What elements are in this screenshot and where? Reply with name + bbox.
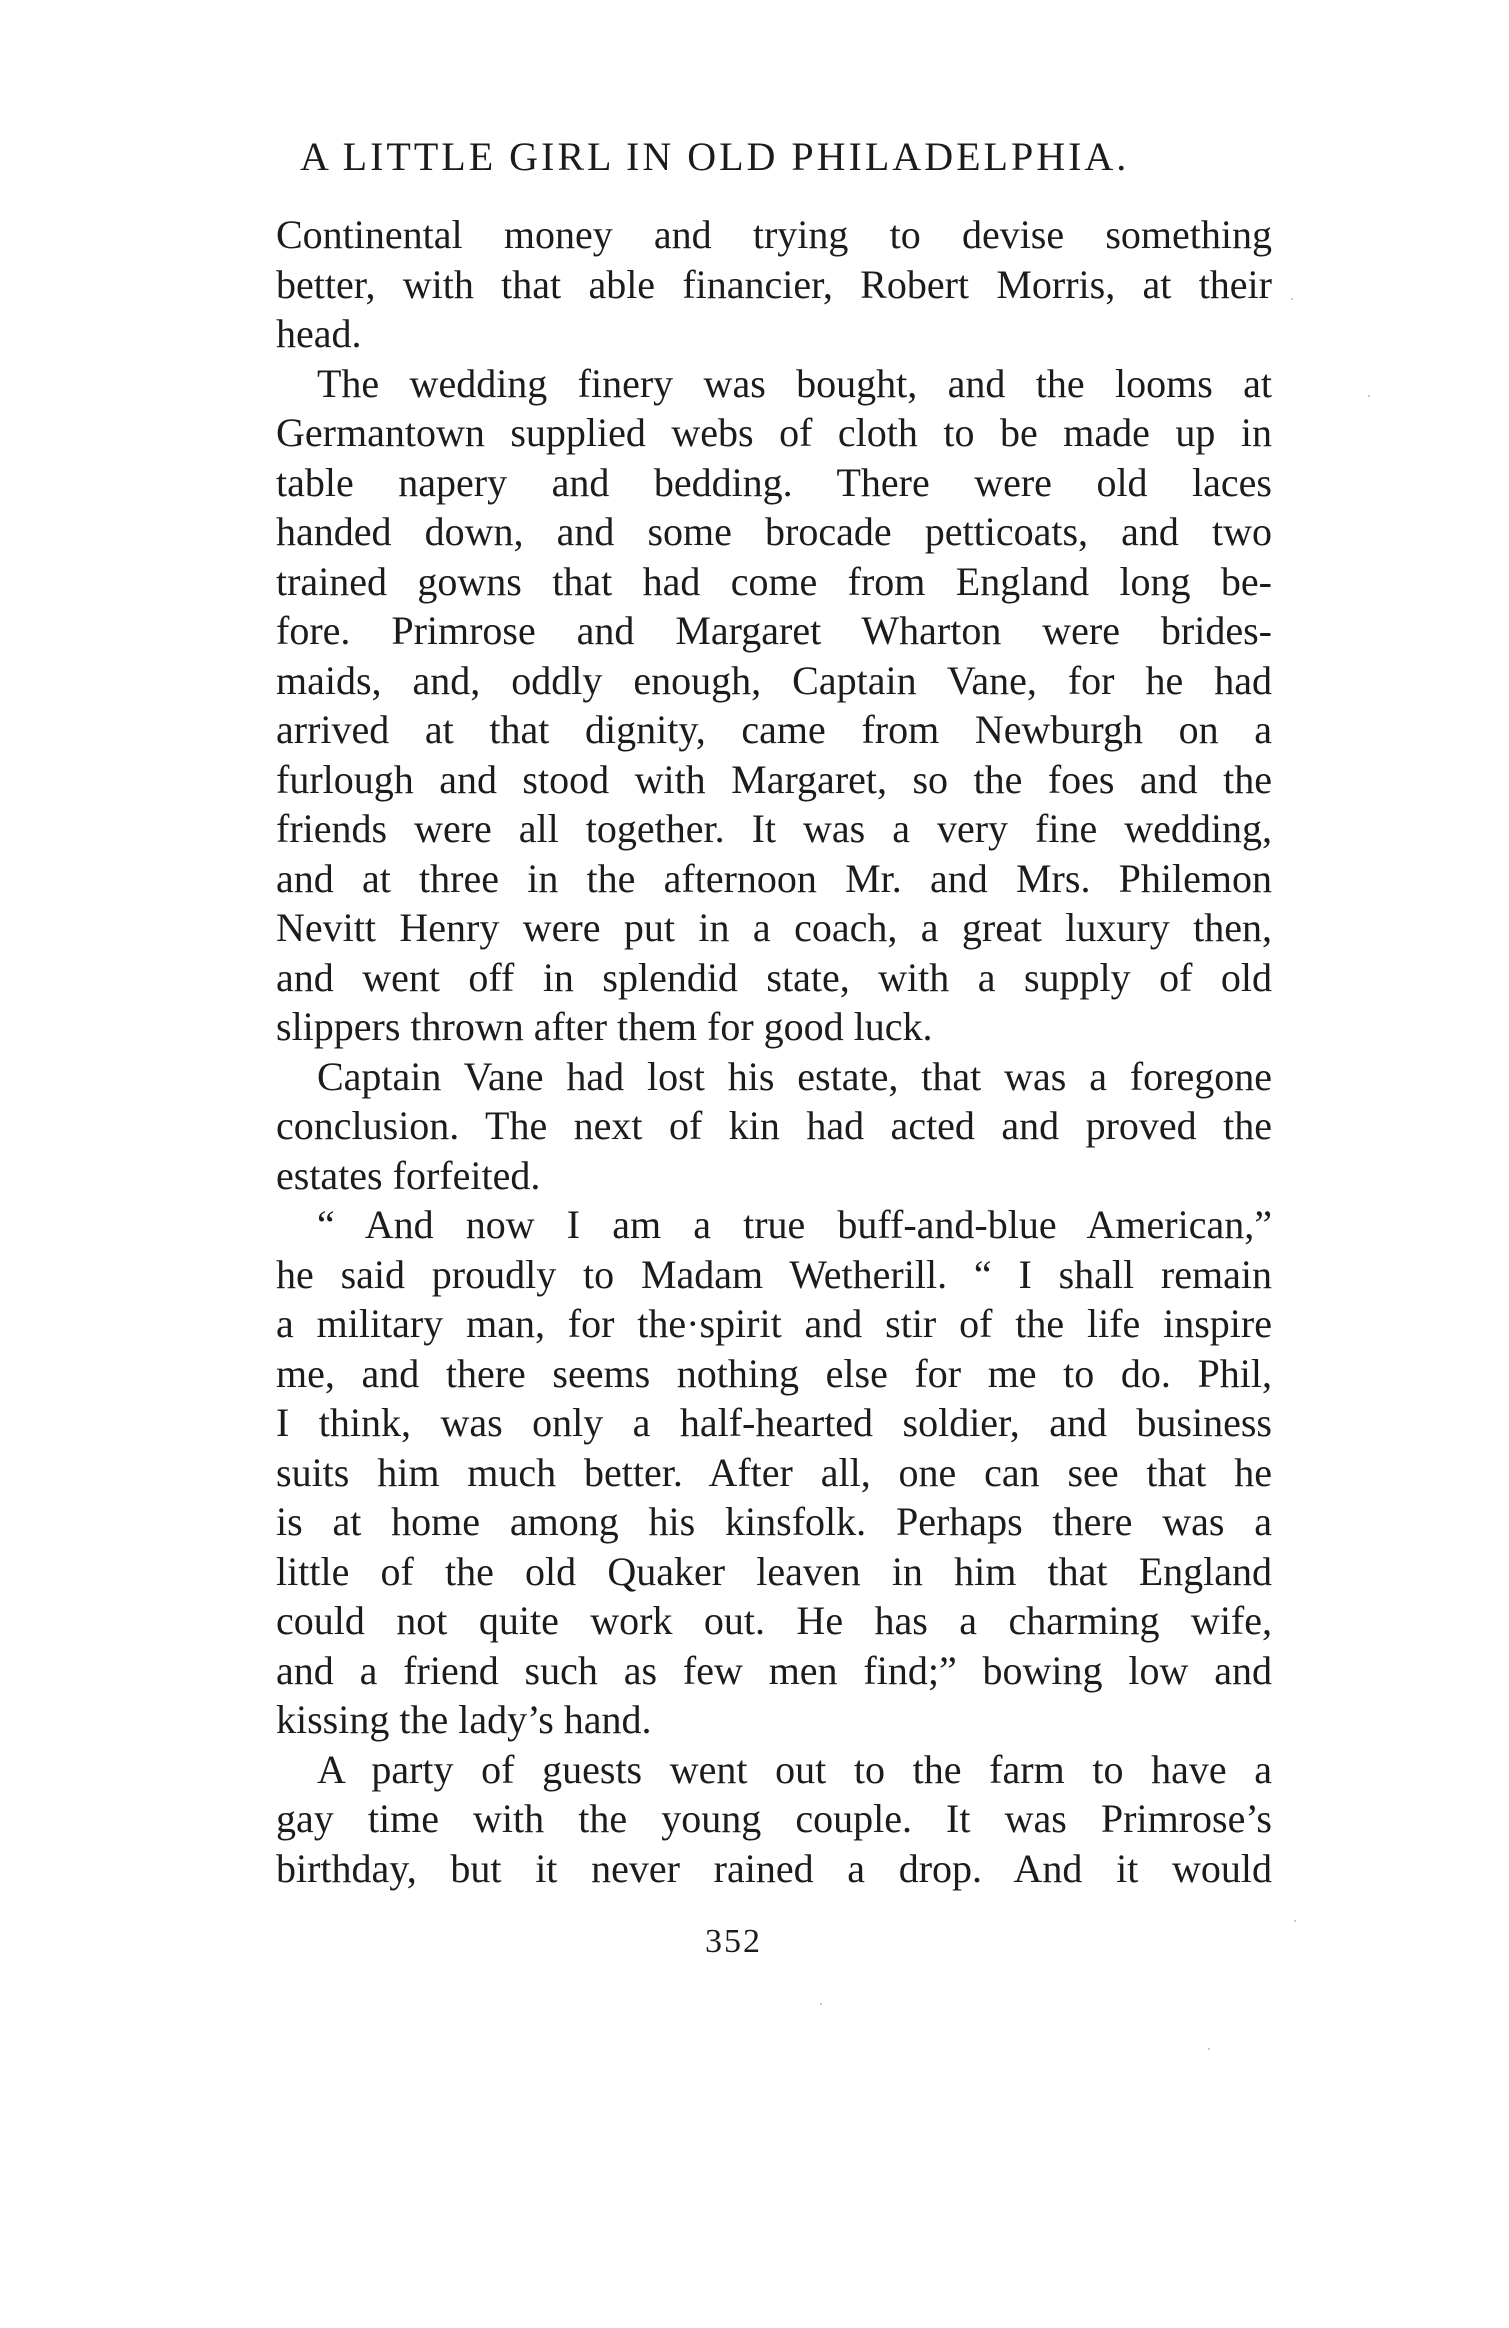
- paper-speck: [1294, 1920, 1296, 1922]
- text-line: and went off in splendid state, with a supply of old: [276, 954, 1272, 1000]
- text-line: he said proudly to Madam Wetherill. “ I shall remain: [276, 1251, 1272, 1297]
- text-line: is at home among his kinsfolk. Perhaps there was a: [276, 1499, 1272, 1544]
- text-line: Continental money and trying to devise something: [276, 212, 1272, 257]
- text-line: estates forfeited.: [276, 1152, 541, 1198]
- text-line: kissing the lady’s hand.: [276, 1697, 652, 1742]
- paper-speck: [1208, 2048, 1210, 2050]
- text-line: me, and there seems nothing else for me to do. Phil,: [276, 1350, 1272, 1396]
- text-line: birthday, but it never rained a drop. And it would: [276, 1845, 1272, 1891]
- text-line: The wedding finery was bought, and the looms at: [317, 360, 1272, 406]
- text-line: handed down, and some brocade petticoats, and two: [276, 509, 1272, 554]
- text-line: head.: [276, 311, 362, 356]
- text-line: little of the old Quaker leaven in him that England: [276, 1548, 1272, 1594]
- text-line: A party of guests went out to the farm to have a: [317, 1746, 1272, 1792]
- text-line: and at three in the afternoon Mr. and Mrs. Philemon: [276, 855, 1272, 901]
- text-line: “ And now I am a true buff-and-blue American,”: [317, 1202, 1272, 1247]
- paper-speck: [1368, 395, 1370, 397]
- text-line: friends were all together. It was a very fine wedding,: [276, 806, 1272, 851]
- text-line: a military man, for the·spirit and stir of the life inspire: [276, 1301, 1272, 1346]
- text-line: furlough and stood with Margaret, so the foes and the: [276, 756, 1272, 802]
- text-line: better, with that able financier, Robert Morris, at their: [276, 261, 1272, 307]
- text-line: fore. Primrose and Margaret Wharton were brides-: [276, 608, 1272, 653]
- text-line: conclusion. The next of kin had acted and proved the: [276, 1103, 1272, 1148]
- text-line: Nevitt Henry were put in a coach, a great luxury then,: [276, 905, 1272, 950]
- running-header: A LITTLE GIRL IN OLD PHILADELPHIA.: [300, 134, 1130, 179]
- paper-speck: [1291, 298, 1293, 300]
- text-line: trained gowns that had come from England long be-: [276, 558, 1272, 604]
- text-line: table napery and bedding. There were old laces: [276, 459, 1272, 505]
- text-line: Germantown supplied webs of cloth to be made up in: [276, 410, 1272, 455]
- page-number: 352: [705, 1923, 762, 1960]
- text-line: arrived at that dignity, came from Newburgh on a: [276, 707, 1272, 752]
- text-line: and a friend such as few men find;” bowing low and: [276, 1647, 1272, 1693]
- text-line: Captain Vane had lost his estate, that was a foregone: [317, 1053, 1272, 1099]
- paper-speck: [820, 2003, 822, 2005]
- text-line: suits him much better. After all, one can see that he: [276, 1449, 1272, 1495]
- text-line: could not quite work out. He has a charming wife,: [276, 1598, 1272, 1643]
- text-line: I think, was only a half-hearted soldier, and business: [276, 1400, 1272, 1445]
- text-line: maids, and, oddly enough, Captain Vane, for he had: [276, 657, 1272, 703]
- text-line: gay time with the young couple. It was Primrose’s: [276, 1796, 1272, 1841]
- body-text: [276, 210, 1272, 1893]
- text-line: slippers thrown after them for good luck.: [276, 1004, 933, 1049]
